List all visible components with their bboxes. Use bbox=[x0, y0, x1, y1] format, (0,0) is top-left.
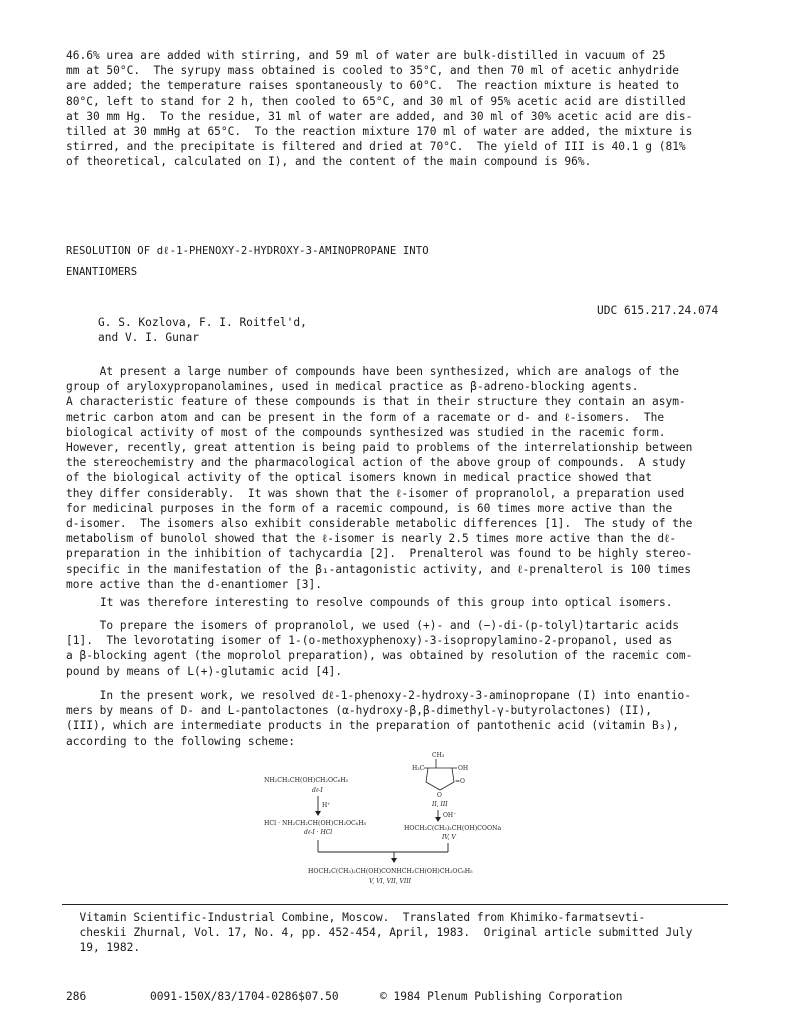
text-line: Vitamin Scientific-Industrial Combine, Moscow. Translated from Khimiko-farmatsevti- bbox=[66, 911, 646, 924]
scheme-lactone-ring bbox=[426, 768, 454, 790]
footnote-rule bbox=[62, 904, 728, 905]
text-line: group of aryloxypropanolamines, used in medical practice as β-adreno-blocking agents. bbox=[66, 380, 639, 394]
text-line: To prepare the isomers of propranolol, we used (+)- and (−)-di-(p-tolyl)tartaric acids bbox=[66, 619, 679, 632]
scheme-salt-label: dℓ-I · HCl bbox=[304, 829, 333, 836]
text-line: (III), which are intermediate products in the preparation of pantothenic acid (vitamin B₃), bbox=[66, 719, 679, 733]
text-line: are added; the temperature raises spontaneously to 60°C. The reaction mixture is heated to bbox=[66, 79, 679, 93]
text-line: preparation in the inhibition of tachycardia [2]. Prenalterol was found to be highly stereo- bbox=[66, 547, 693, 561]
text-line: However, recently, great attention is being paid to problems of the interrelationship between bbox=[66, 441, 693, 455]
text-line: [1]. The levorotating isomer of 1-(o-methoxyphenoxy)-3-isopropylamino-2-propanol, used as bbox=[66, 634, 673, 648]
copyright-line: © 1984 Plenum Publishing Corporation bbox=[380, 990, 623, 1003]
scheme-lactone-o: O bbox=[437, 792, 442, 799]
scheme-sodium-label: IV, V bbox=[442, 834, 456, 841]
article-title-line2: ENANTIOMERS bbox=[66, 266, 138, 278]
scheme-sodium-salt: HOCH₂C(CH₃)₂CH(OH)COONa bbox=[404, 825, 502, 832]
scheme-arrowhead-1 bbox=[315, 811, 321, 816]
text-line: mm at 50°C. The syrupy mass obtained is cooled to 35°C, and then 70 ml of acetic anhydride bbox=[66, 64, 679, 78]
scheme-product-label: V, VI, VII, VIII bbox=[369, 878, 411, 885]
scheme-lactone-oh: OH bbox=[458, 765, 469, 772]
scheme-lactone-h3c: H₃C bbox=[412, 765, 425, 772]
article-code: 0091-150X/83/1704-0286$07.50 bbox=[150, 990, 339, 1003]
text-line: specific in the manifestation of the β₁-antagonistic activity, and ℓ-prenalterol is 100 times bbox=[66, 562, 692, 576]
text-line: metabolism of bunolol showed that the ℓ-isomer is nearly 2.5 times more active than the dℓ- bbox=[66, 532, 677, 546]
text-line: 46.6% urea are added with stirring, and 59 ml of water are bulk-distilled in vacuum of 25 bbox=[66, 49, 666, 62]
text-line: a β-blocking agent (the moprolol preparation), was obtained by resolution of the racemic com- bbox=[66, 649, 693, 663]
footnote bbox=[66, 910, 692, 956]
text-line: metric carbon atom and can be present in the form of a racemate or d- and ℓ-isomers. The bbox=[66, 410, 665, 424]
text-line: At present a large number of compounds have been synthesized, which are analogs of the bbox=[66, 365, 679, 378]
text-line: In the present work, we resolved dℓ-1-phenoxy-2-hydroxy-3-aminopropane (I) into enantio- bbox=[66, 689, 692, 702]
text-line: A characteristic feature of these compounds is that in their structure they contain an asym- bbox=[66, 395, 686, 409]
scheme-salt: HCl · NH₂CH₂CH(OH)CH₂OC₆H₅ bbox=[264, 820, 367, 827]
scheme-amine-label: dℓ-I bbox=[312, 787, 323, 794]
text-line: they differ considerably. It was shown that the ℓ-isomer of propranolol, a preparation used bbox=[66, 486, 685, 500]
text-line: d-isomer. The isomers also exhibit considerable metabolic differences [1]. The study of the bbox=[66, 517, 693, 531]
article-title-line1: RESOLUTION OF dℓ-1-PHENOXY-2-HYDROXY-3-AMINOPROPANE INTO bbox=[66, 245, 429, 257]
scheme-acid: H⁺ bbox=[322, 802, 331, 809]
scheme-amine: NH₂CH₂CH(OH)CH₂OC₆H₅ bbox=[264, 777, 349, 784]
text-line: stirred, and the precipitate is filtered and dried at 70°C. The yield of III is 40.1 g (81% bbox=[66, 140, 686, 154]
text-line: for medicinal purposes in the form of a racemic compound, is 60 times more active than the bbox=[66, 501, 673, 515]
text-line: 80°C, left to stand for 2 h, then cooled to 65°C, and 30 ml of 95% acetic acid are distilled bbox=[66, 94, 686, 108]
body-paragraph-2: It was therefore interesting to resolve compounds of this group into optical isomers. bbox=[100, 596, 673, 609]
authors-line1: G. S. Kozlova, F. I. Roitfel'd, bbox=[98, 316, 307, 330]
authors bbox=[98, 315, 307, 345]
text-line: tilled at 30 mmHg at 65°C. To the reaction mixture 170 ml of water are added, the mixture is bbox=[66, 125, 693, 139]
text-line: 19, 1982. bbox=[66, 941, 141, 955]
scheme-base: OH⁻ bbox=[443, 812, 457, 819]
reaction-scheme bbox=[262, 748, 562, 894]
text-line: more active than the d-enantiomer [3]. bbox=[66, 577, 322, 591]
scheme-arrowhead-3 bbox=[391, 858, 397, 863]
body-paragraph-4 bbox=[66, 688, 691, 749]
authors-line2: and V. I. Gunar bbox=[98, 331, 200, 345]
intro-paragraph bbox=[66, 48, 692, 170]
body-paragraph-1 bbox=[66, 364, 692, 592]
udc-code: UDC 615.217.24.074 bbox=[597, 304, 719, 317]
text-line: according to the following scheme: bbox=[66, 734, 296, 748]
scheme-lactone-label: II, III bbox=[432, 801, 448, 808]
text-line: cheskii Zhurnal, Vol. 17, No. 4, pp. 452-454, April, 1983. Original article submitted July bbox=[66, 926, 693, 940]
text-line: pound by means of L(+)-glutamic acid [4]. bbox=[66, 664, 343, 678]
text-line: the stereochemistry and the pharmacological action of the above group of compounds. A study bbox=[66, 456, 686, 470]
text-line: mers by means of D- and L-pantolactones (α-hydroxy-β,β-dimethyl-γ-butyrolactones) (II), bbox=[66, 704, 652, 718]
text-line: biological activity of most of the compounds synthesized was studied in the racemic form. bbox=[66, 425, 666, 439]
scheme-lactone-ch3: CH₃ bbox=[432, 752, 445, 759]
text-line: of the biological activity of the optical isomers known in medical practice showed that bbox=[66, 471, 652, 485]
text-line: at 30 mm Hg. To the residue, 31 ml of water are added, and 30 ml of 30% acetic acid are dis- bbox=[66, 109, 693, 123]
scheme-lactone-carbonyl: =O bbox=[455, 778, 465, 785]
scheme-product: HOCH₂C(CH₃)₂CH(OH)CONHCH₂CH(OH)CH₂OC₆H₅ bbox=[308, 868, 473, 875]
scheme-arrowhead-2 bbox=[435, 817, 441, 822]
body-paragraph-3 bbox=[66, 618, 692, 679]
page-number: 286 bbox=[66, 990, 87, 1003]
text-line: of theoretical, calculated on I), and the content of the main compound is 96%. bbox=[66, 155, 592, 169]
